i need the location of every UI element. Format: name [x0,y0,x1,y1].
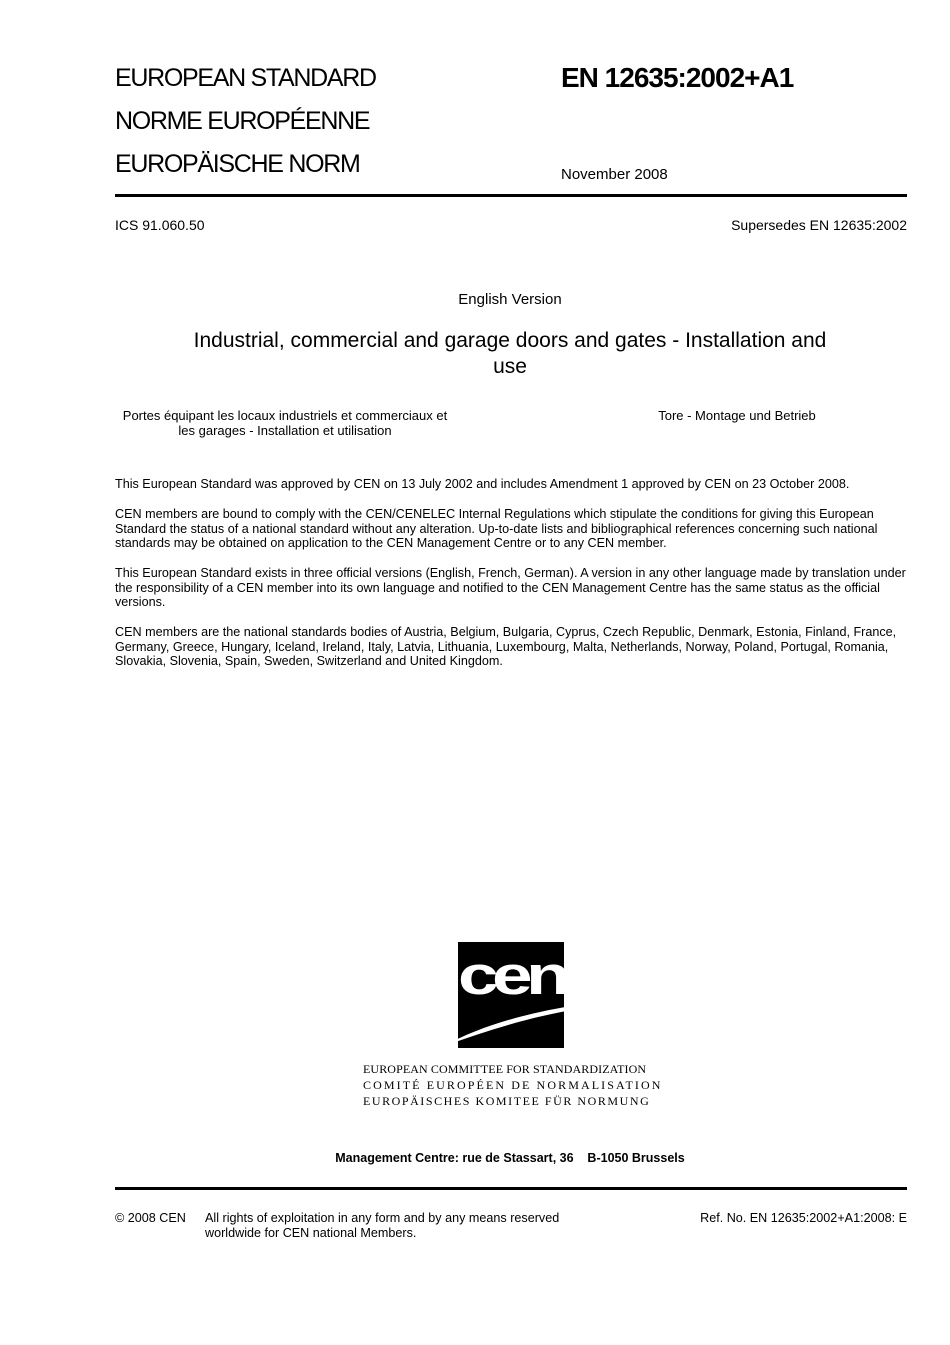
french-title: Portes équipant les locaux industriels et commerciaux et les garages - Installation et utilisation [122,408,448,438]
german-title: Tore - Montage und Betrieb [658,408,816,423]
compliance-paragraph: CEN members are bound to comply with the CEN/CENELEC Internal Regulations which stipulate the conditions for giving this European Standard the status of a national standard without any alteration. Up-to-date lists and bibliographical references concerning such national standards may be obtained on application to the CEN Management Centre or to any CEN member. [115,507,878,551]
approval-paragraph: This European Standard was approved by CEN on 13 July 2002 and includes Amendment 1 approved by CEN on 23 October 2008. [115,477,850,491]
cen-name-german: EUROPÄISCHES KOMITEE FÜR NORMUNG [363,1094,651,1108]
footer-rule [115,1187,907,1190]
title-french: NORME EUROPÉENNE [115,107,370,135]
title-german: EUROPÄISCHE NORM [115,150,360,178]
ics-code: ICS 91.060.50 [115,217,205,233]
cen-logo-text: cen [458,944,568,1006]
cen-name-english: EUROPEAN COMMITTEE FOR STANDARDIZATION [363,1062,647,1076]
rights-statement: All rights of exploitation in any form and by any means reserved worldwide for CEN national Members. [205,1211,560,1240]
publication-date: November 2008 [561,166,668,183]
copyright: © 2008 CEN [115,1211,186,1225]
header-rule [115,194,907,197]
document-title: Industrial, commercial and garage doors and gates - Installation and use [193,329,827,378]
supersedes-note: Supersedes EN 12635:2002 [731,217,907,233]
members-paragraph: CEN members are the national standards bodies of Austria, Belgium, Bulgaria, Cyprus, Czech Republic, Denmark, Estonia, Finland, France, Germany, Greece, Hungary, Iceland, Ireland, Italy, Latvia, Lithuania, Luxembourg, Malta, Netherlands, Norway, Poland, Portugal, Romania, Slovakia, Slovenia, Spain, Sweden, Switzerland and United Kingdom. [115,625,897,669]
management-centre-address: Management Centre: rue de Stassart, 36 B-1050 Brussels [335,1151,685,1165]
reference-number: Ref. No. EN 12635:2002+A1:2008: E [700,1211,907,1225]
cen-logo [444,942,578,1050]
title-english: EUROPEAN STANDARD [115,64,376,92]
cen-name-french: COMITÉ EUROPÉEN DE NORMALISATION [363,1078,663,1092]
language-version: English Version [458,291,562,308]
standard-number: EN 12635:2002+A1 [561,62,794,93]
versions-paragraph: This European Standard exists in three official versions (English, French, German). A version in any other language made by translation under the responsibility of a CEN member into its own language and notified to the CEN Management Centre has the same status as the official versions. [115,566,906,610]
